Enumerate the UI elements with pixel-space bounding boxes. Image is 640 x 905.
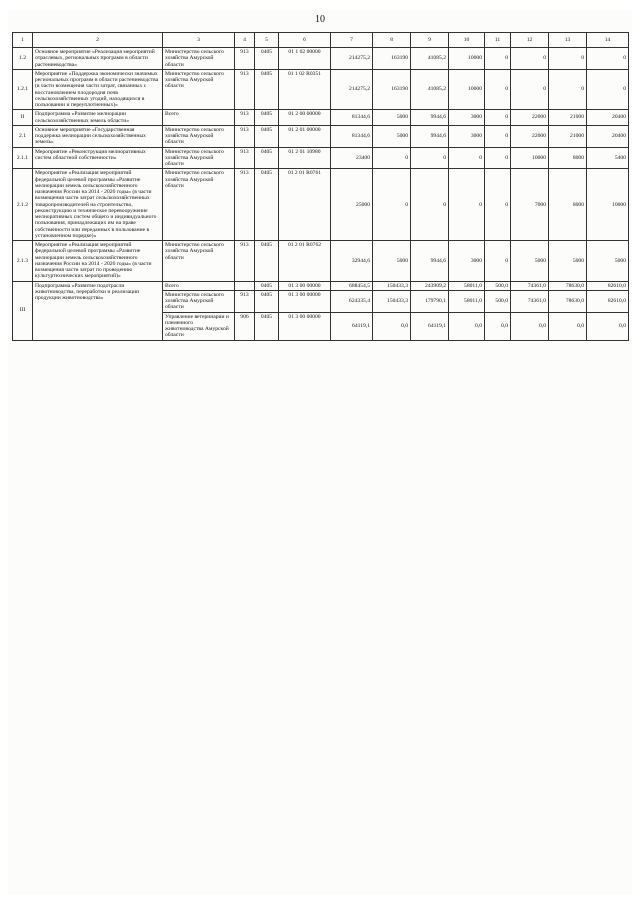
- table-cell-c12: 7000: [511, 169, 549, 241]
- column-header-1: 1: [13, 33, 33, 48]
- table-cell-c5: 0405: [255, 312, 279, 340]
- table-cell-c8: 0,0: [373, 312, 411, 340]
- table-cell-c1: 2.1.3: [13, 241, 33, 282]
- table-cell-c1: 1.2.1: [13, 69, 33, 110]
- table-row: [13, 281, 629, 290]
- table-cell-c7: 624335,4: [331, 290, 373, 312]
- table-cell-c14: 0: [587, 69, 629, 110]
- table-cell-c1: 2.1.2: [13, 169, 33, 241]
- table-cell-c9: 9944,6: [411, 110, 449, 126]
- table-cell-c7: 25000: [331, 169, 373, 241]
- table-cell-c4: 913: [235, 48, 255, 70]
- column-header-7: 7: [331, 33, 373, 48]
- table-row: [13, 110, 629, 126]
- table-row: [13, 48, 629, 70]
- table-cell-c9: 41085,2: [411, 48, 449, 70]
- table-cell-c6: 01 1 02 00000: [279, 48, 331, 70]
- column-header-5: 5: [255, 33, 279, 48]
- table-cell-c8: 150433,3: [373, 281, 411, 290]
- column-header-9: 9: [411, 33, 449, 48]
- table-cell-c9: 243909,2: [411, 281, 449, 290]
- table-cell-c2: Основное мероприятие «Реализация мероприятий отраслевых, региональных программ в области растениеводства»: [33, 48, 163, 70]
- table-cell-c4: 913: [235, 125, 255, 147]
- table-cell-c7: 81344,6: [331, 110, 373, 126]
- table-cell-c14: 20400: [587, 125, 629, 147]
- table-cell-c4: 913: [235, 169, 255, 241]
- table-cell-c6: 01 2 01 R0762: [279, 241, 331, 282]
- table-cell-c6: 01 3 00 00000: [279, 281, 331, 290]
- table-cell-c11: 500,0: [485, 281, 511, 290]
- table-cell-c13: 0,0: [549, 312, 587, 340]
- table-cell-c3: Всего: [163, 281, 235, 290]
- table-cell-c3: Всего: [163, 110, 235, 126]
- table-cell-c5: 0405: [255, 290, 279, 312]
- table-cell-c9: 41085,2: [411, 69, 449, 110]
- table-cell-c6: 01 3 00 00000: [279, 290, 331, 312]
- column-header-13: 13: [549, 33, 587, 48]
- table-cell-c1: 2.1: [13, 125, 33, 147]
- table-cell-c10: 10000: [449, 69, 485, 110]
- table-row: [13, 241, 629, 282]
- table-cell-c13: 21000: [549, 110, 587, 126]
- table-cell-c12: 5000: [511, 241, 549, 282]
- table-cell-c7: 214275,2: [331, 69, 373, 110]
- table-cell-c13: 0: [549, 48, 587, 70]
- document-page: [8, 10, 632, 895]
- table-cell-c6: 01 2 01 R0761: [279, 169, 331, 241]
- table-cell-c8: 150433,3: [373, 290, 411, 312]
- table-cell-c9: 179790,1: [411, 290, 449, 312]
- table-cell-c2: Мероприятие «Реализация мероприятий федеральной целевой программы «Развитие мелиорации земель сельскохозяйственного назначения России на 2014 - 2020 годы» (в части возмещения части затрат по проведению культуртехнических мероприятий)»: [33, 241, 163, 282]
- page-number: 10: [315, 14, 325, 25]
- table-cell-c10: 3000: [449, 241, 485, 282]
- table-cell-c12: 0: [511, 48, 549, 70]
- table-cell-c4: [235, 281, 255, 290]
- table-cell-c14: 0: [587, 48, 629, 70]
- table-cell-c8: 0: [373, 147, 411, 169]
- table-cell-c1: III: [13, 281, 33, 340]
- table-cell-c3: Министерство сельского хозяйства Амурской области: [163, 169, 235, 241]
- table-body: [13, 48, 629, 341]
- column-header-14: 14: [587, 33, 629, 48]
- table-cell-c9: 9944,6: [411, 241, 449, 282]
- table-cell-c5: 0405: [255, 169, 279, 241]
- table-cell-c14: 5000: [587, 241, 629, 282]
- table-cell-c10: 58011,0: [449, 281, 485, 290]
- column-header-4: 4: [235, 33, 255, 48]
- column-header-3: 3: [163, 33, 235, 48]
- table-cell-c12: 0: [511, 69, 549, 110]
- table-cell-c3: Управление ветеринарии и племенного животноводства Амурской области: [163, 312, 235, 340]
- table-cell-c12: 74361,0: [511, 281, 549, 290]
- table-cell-c5: 0405: [255, 147, 279, 169]
- table-cell-c11: 0: [485, 69, 511, 110]
- table-cell-c10: 10000: [449, 48, 485, 70]
- table-cell-c14: 82610,0: [587, 281, 629, 290]
- table-row: [13, 147, 629, 169]
- table-cell-c10: 0,0: [449, 312, 485, 340]
- table-row: [13, 169, 629, 241]
- table-cell-c2: Подпрограмма «Развитие мелиорации сельскохозяйственных земель области»: [33, 110, 163, 126]
- table-cell-c2: Мероприятие «Реконструкция мелиоративных систем областной собственности»: [33, 147, 163, 169]
- table-cell-c10: 0: [449, 147, 485, 169]
- table-cell-c14: 20400: [587, 110, 629, 126]
- table-cell-c8: 5000: [373, 241, 411, 282]
- column-header-10: 10: [449, 33, 485, 48]
- table-cell-c8: 5000: [373, 125, 411, 147]
- table-cell-c4: 906: [235, 312, 255, 340]
- table-cell-c9: 9944,6: [411, 125, 449, 147]
- table-cell-c9: 0: [411, 147, 449, 169]
- table-cell-c5: 0405: [255, 281, 279, 290]
- table-cell-c14: 82610,0: [587, 290, 629, 312]
- table-cell-c13: 5000: [549, 241, 587, 282]
- budget-table: [12, 32, 629, 341]
- table-cell-c7: 64119,1: [331, 312, 373, 340]
- table-cell-c1: 1.2: [13, 48, 33, 70]
- table-cell-c3: Министерство сельского хозяйства Амурской области: [163, 125, 235, 147]
- table-cell-c6: 01 2 01 10980: [279, 147, 331, 169]
- table-cell-c7: 688454,5: [331, 281, 373, 290]
- table-cell-c7: 214275,2: [331, 48, 373, 70]
- table-cell-c1: II: [13, 110, 33, 126]
- table-cell-c8: 0: [373, 169, 411, 241]
- table-cell-c4: 913: [235, 290, 255, 312]
- table-cell-c11: 0: [485, 169, 511, 241]
- column-header-11: 11: [485, 33, 511, 48]
- table-cell-c6: 01 2 00 00000: [279, 110, 331, 126]
- table-cell-c2: Подпрограмма «Развитие подотрасли животноводства, переработки и реализации продукции животноводства»: [33, 281, 163, 340]
- table-cell-c12: 22000: [511, 110, 549, 126]
- table-cell-c4: 913: [235, 110, 255, 126]
- table-cell-c11: 500,0: [485, 290, 511, 312]
- table-cell-c5: 0405: [255, 69, 279, 110]
- table-cell-c10: 3000: [449, 125, 485, 147]
- table-cell-c2: Мероприятие «Поддержка экономически значимых региональных программ в области растениеводства (в части возмещения части затрат, связанных с восстановлением плодородия почв сельскохозяйственных угодий, находящихся в пользовании и переуплотненных)»: [33, 69, 163, 110]
- table-header-row: [13, 33, 629, 48]
- column-header-6: 6: [279, 33, 331, 48]
- table-cell-c13: 8000: [549, 147, 587, 169]
- table-cell-c3: Министерство сельского хозяйства Амурской области: [163, 69, 235, 110]
- table-cell-c5: 0405: [255, 241, 279, 282]
- table-cell-c10: 0: [449, 169, 485, 241]
- table-cell-c6: 01 3 00 00000: [279, 312, 331, 340]
- table-cell-c3: Министерство сельского хозяйства Амурской области: [163, 48, 235, 70]
- table-cell-c11: 0,0: [485, 312, 511, 340]
- column-header-12: 12: [511, 33, 549, 48]
- table-cell-c8: 5000: [373, 110, 411, 126]
- column-header-8: 8: [373, 33, 411, 48]
- table-cell-c12: 74361,0: [511, 290, 549, 312]
- table-cell-c2: Мероприятие «Реализация мероприятий федеральной целевой программы «Развитие мелиорации земель сельскохозяйственного назначения России на 2014 - 2020 годы» (в части возмещения части затрат сельскохозяйственных товаропроизводителей на строительство, реконструкцию и техническое перевооружение мелиоративных систем общего и индивидуального пользования, принадлежащих им на праве собственности или переданных в пользование в установленном порядке)»: [33, 169, 163, 241]
- table-cell-c4: 913: [235, 241, 255, 282]
- table-row: [13, 125, 629, 147]
- column-header-2: 2: [33, 33, 163, 48]
- table-cell-c1: 2.1.1: [13, 147, 33, 169]
- table-cell-c13: 0: [549, 69, 587, 110]
- table-cell-c7: 32944,6: [331, 241, 373, 282]
- table-cell-c3: Министерство сельского хозяйства Амурской области: [163, 147, 235, 169]
- table-cell-c14: 0,0: [587, 312, 629, 340]
- table-cell-c7: 23400: [331, 147, 373, 169]
- table-cell-c13: 21000: [549, 125, 587, 147]
- table-cell-c9: 64119,1: [411, 312, 449, 340]
- table-cell-c5: 0405: [255, 125, 279, 147]
- table-cell-c5: 0405: [255, 110, 279, 126]
- table-cell-c7: 81344,6: [331, 125, 373, 147]
- table-cell-c10: 58011,0: [449, 290, 485, 312]
- table-cell-c11: 0: [485, 241, 511, 282]
- table-cell-c14: 10000: [587, 169, 629, 241]
- table-row: [13, 69, 629, 110]
- table-cell-c2: Основное мероприятие «Государственная поддержка мелиорации сельскохозяйственных земель»: [33, 125, 163, 147]
- table-cell-c12: 22000: [511, 125, 549, 147]
- table-cell-c8: 163190: [373, 48, 411, 70]
- table-cell-c4: 913: [235, 69, 255, 110]
- table-cell-c11: 0: [485, 125, 511, 147]
- table-cell-c6: 01 2 01 00000: [279, 125, 331, 147]
- table-cell-c12: 10000: [511, 147, 549, 169]
- table-cell-c8: 163190: [373, 69, 411, 110]
- table-cell-c6: 01 1 02 R0351: [279, 69, 331, 110]
- table-cell-c11: 0: [485, 147, 511, 169]
- table-cell-c13: 8000: [549, 169, 587, 241]
- table-cell-c4: 913: [235, 147, 255, 169]
- table-cell-c11: 0: [485, 48, 511, 70]
- table-cell-c13: 78630,0: [549, 281, 587, 290]
- table-cell-c5: 0405: [255, 48, 279, 70]
- table-cell-c14: 5400: [587, 147, 629, 169]
- table-cell-c12: 0,0: [511, 312, 549, 340]
- table-cell-c9: 0: [411, 169, 449, 241]
- table-cell-c3: Министерство сельского хозяйства Амурской области: [163, 290, 235, 312]
- table-cell-c10: 3000: [449, 110, 485, 126]
- table-cell-c13: 78630,0: [549, 290, 587, 312]
- table-cell-c3: Министерство сельского хозяйства Амурской области: [163, 241, 235, 282]
- table-cell-c11: 0: [485, 110, 511, 126]
